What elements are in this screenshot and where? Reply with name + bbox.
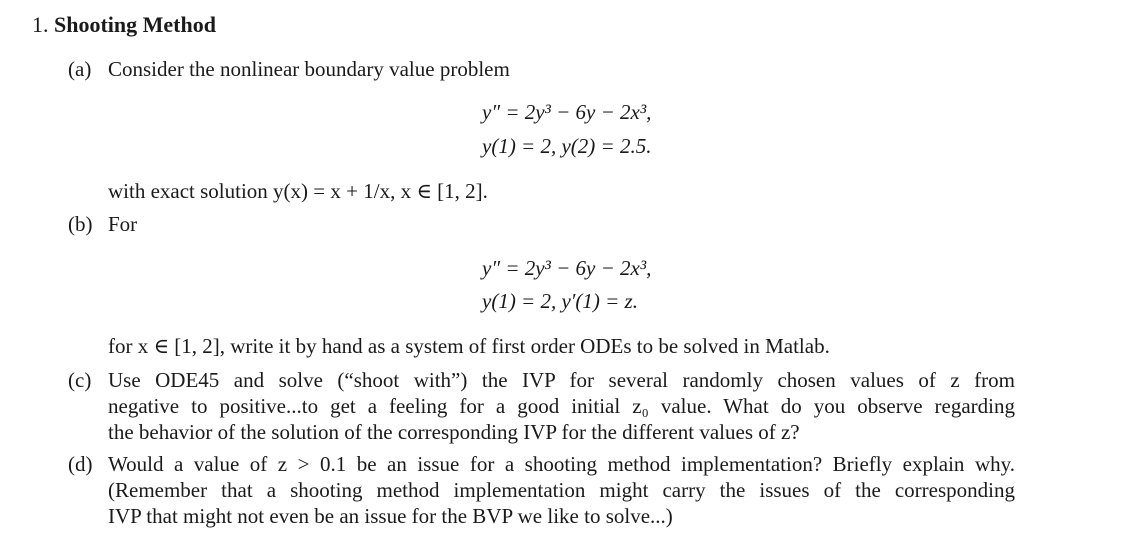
part-d-line-1: Would a value of z > 0.1 be an issue for a shooting method implementation? Briefly explain why. <box>108 452 1015 476</box>
section-title: Shooting Method <box>54 12 216 37</box>
part-c-label: (c) <box>68 368 92 392</box>
section-number: 1. <box>32 12 49 37</box>
part-d-line-3: IVP that might not even be an issue for the BVP we like to solve...) <box>108 504 673 528</box>
part-c-line-3: the behavior of the solution of the corresponding IVP for the different values of z? <box>108 420 800 444</box>
part-a-exact-solution: with exact solution y(x) = x + 1/x, x ∈ [1, 2]. <box>108 179 488 203</box>
part-b-equation-1: y″ = 2y³ − 6y − 2x³, <box>482 256 652 280</box>
part-a-label: (a) <box>68 57 92 81</box>
part-b-label: (b) <box>68 212 93 236</box>
part-a-equation-1: y″ = 2y³ − 6y − 2x³, <box>482 100 652 124</box>
part-c-line-1: Use ODE45 and solve (“shoot with”) the IVP for several randomly chosen values of z from <box>108 368 1015 392</box>
part-a-intro: Consider the nonlinear boundary value problem <box>108 57 510 81</box>
part-c-line-2: negative to positive...to get a feeling for a good initial z₀ value. What do you observe regarding <box>108 394 1015 418</box>
part-d-line-2: (Remember that a shooting method implementation might carry the issues of the corresponding <box>108 478 1015 502</box>
section-heading <box>32 12 216 38</box>
part-b-equation-2: y(1) = 2, y′(1) = z. <box>482 289 638 313</box>
part-b-intro: For <box>108 212 138 236</box>
part-d-label: (d) <box>68 452 93 476</box>
part-a-equation-2: y(1) = 2, y(2) = 2.5. <box>482 134 652 158</box>
part-b-after-text: for x ∈ [1, 2], write it by hand as a system of first order ODEs to be solved in Matlab. <box>108 334 830 358</box>
